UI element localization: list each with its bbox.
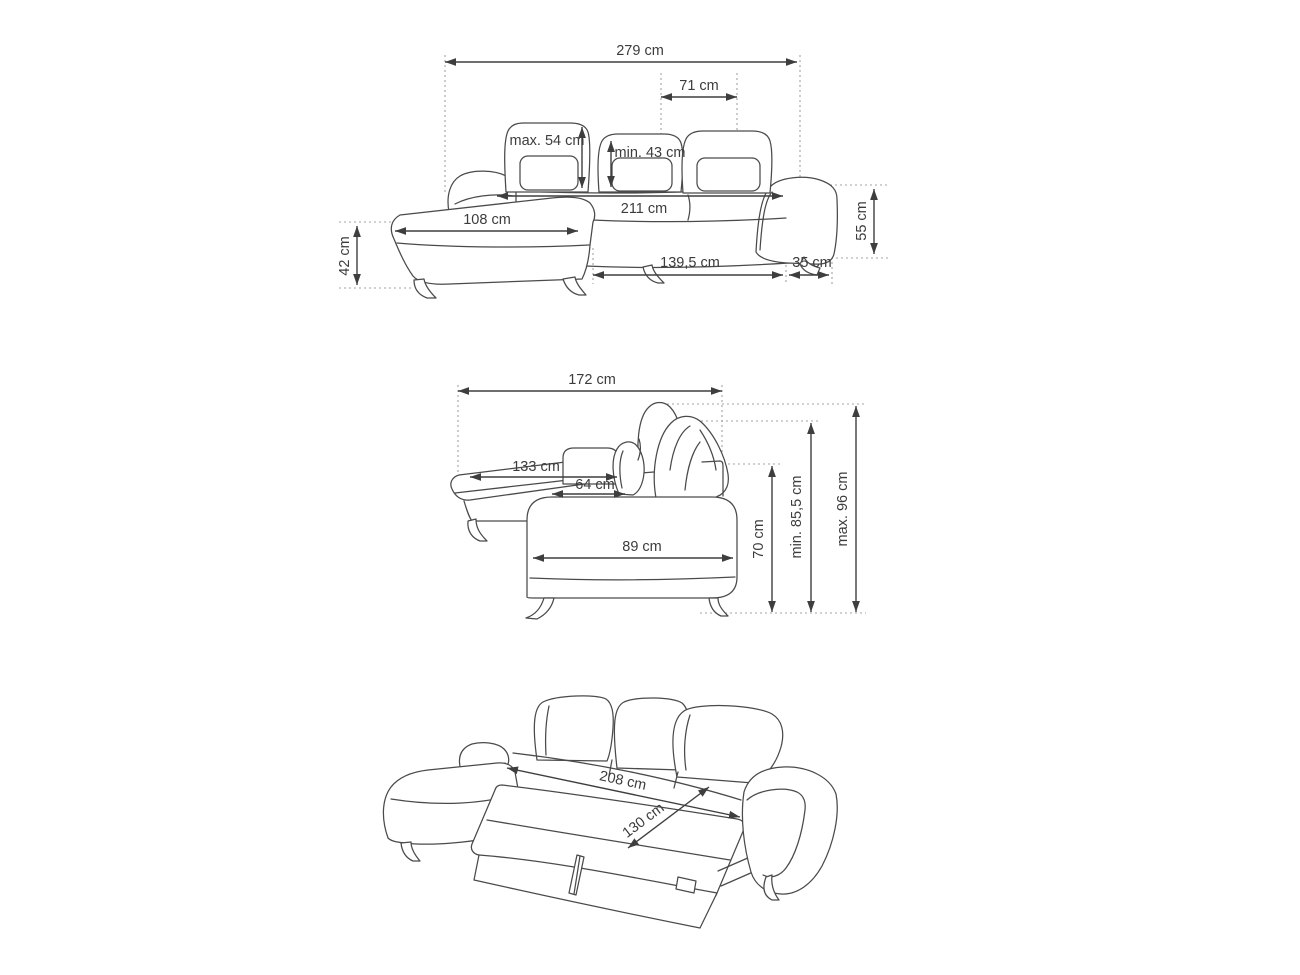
front-pillow-1 [520, 156, 578, 190]
dim-height-min-label: min. 85,5 cm [789, 475, 805, 559]
front-pillow-3 [697, 158, 760, 191]
dim-armrest-width-label: 35 cm [792, 255, 832, 271]
bed-chaise-leg-left [401, 842, 420, 861]
dim-seat-height-label: 42 cm [337, 236, 353, 276]
side-backrest-front [613, 442, 644, 495]
dim-headrest-width-label: 71 cm [679, 78, 719, 94]
side-chaise-base [464, 501, 528, 521]
dim-armrest-height-side-label: 70 cm [751, 519, 767, 559]
dim-headrest-max-label: max. 54 cm [509, 133, 585, 149]
bed-view [383, 696, 837, 928]
dim-seat-front-width-label: 139,5 cm [660, 255, 720, 271]
front-pillow-2 [612, 158, 672, 191]
dim-base-depth-label: 89 cm [622, 539, 662, 555]
dim-inner-width-label: 211 cm [620, 201, 668, 217]
side-view [451, 372, 866, 619]
dim-sleeping-width-label: 130 cm [619, 800, 668, 842]
dim-total-width-label: 279 cm [616, 43, 664, 59]
dim-seat-depth-label: 64 cm [575, 477, 615, 493]
front-chaise [391, 197, 594, 284]
dim-sleeping-length-label: 208 cm [597, 768, 648, 794]
dim-chaise-width-label: 108 cm [463, 212, 511, 228]
dim-headrest-min-label: min. 43 cm [614, 145, 686, 161]
dim-height-max-label: max. 96 cm [835, 471, 851, 547]
side-chaise-leg [468, 519, 487, 541]
front-chaise-right-leg [563, 277, 586, 295]
side-front-leg [526, 598, 554, 619]
dim-chaise-length-label: 133 cm [512, 459, 560, 475]
bed-right-armrest [742, 767, 837, 894]
front-view [337, 43, 888, 298]
dim-armrest-height-label: 55 cm [854, 201, 870, 241]
dim-total-depth-label: 172 cm [568, 372, 616, 388]
